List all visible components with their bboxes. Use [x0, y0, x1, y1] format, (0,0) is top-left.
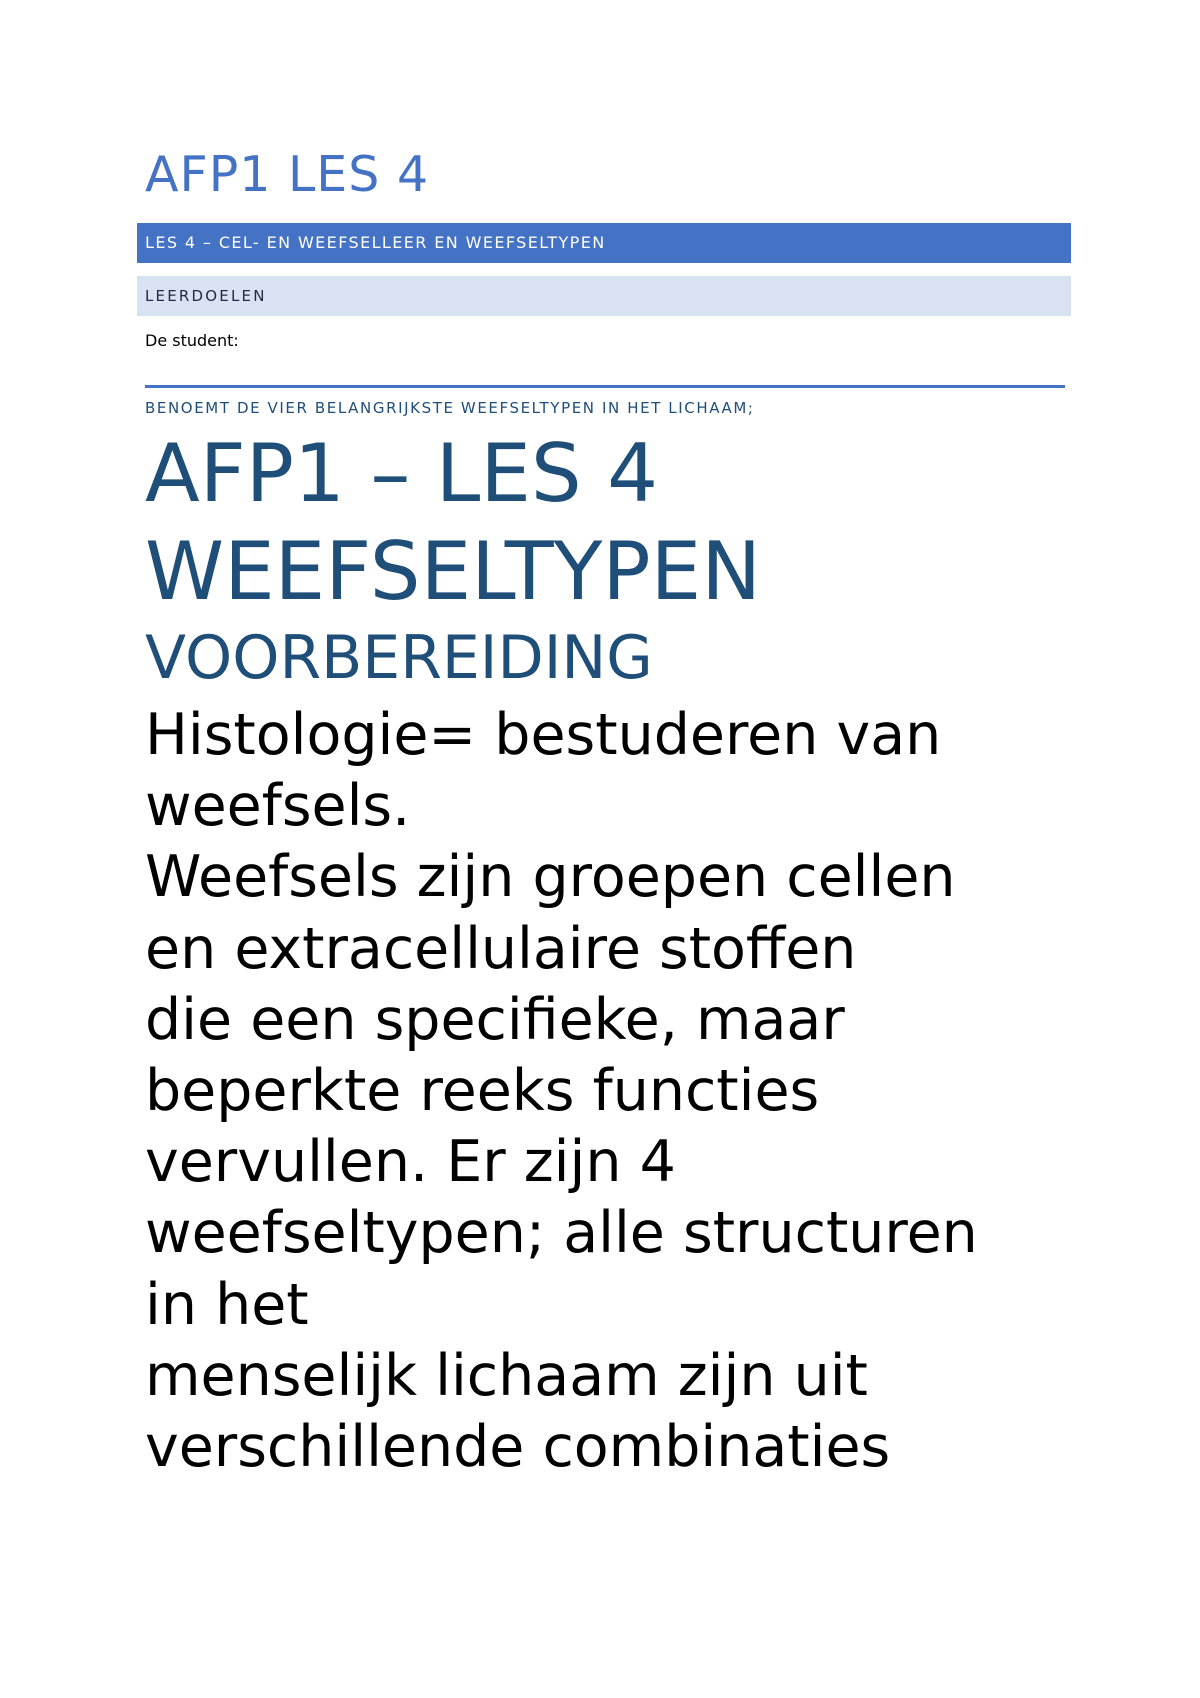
body-line: die een specifieke, maar — [145, 986, 845, 1053]
main-heading — [145, 425, 761, 621]
body-line: weefsels. — [145, 773, 411, 840]
body-line: in het — [145, 1271, 309, 1338]
learning-goal-item: BENOEMT DE VIER BELANGRIJKSTE WEEFSELTYPEN IN HET LICHAAM; — [145, 399, 755, 417]
body-paragraph — [145, 700, 978, 1483]
body-line: en extracellulaire stoffen — [145, 915, 857, 982]
body-line: Weefsels zijn groepen cellen — [145, 844, 956, 911]
body-line: weefseltypen; alle structuren — [145, 1200, 978, 1267]
main-heading-line: AFP1 – LES 4 — [145, 427, 658, 520]
learning-goals-label: LEERDOELEN — [145, 287, 267, 305]
lesson-title-text: LES 4 – CEL- EN WEEFSELLEER EN WEEFSELTYPEN — [145, 233, 606, 252]
section-subheading: VOORBEREIDING — [145, 623, 653, 693]
body-line: vervullen. Er zijn 4 — [145, 1129, 676, 1196]
lesson-title-bar — [137, 223, 1071, 263]
learning-goals-header — [137, 276, 1071, 316]
body-line: menselijk lichaam zijn uit — [145, 1342, 868, 1409]
document-title: AFP1 LES 4 — [145, 146, 430, 203]
body-line: verschillende combinaties — [145, 1414, 891, 1481]
student-intro: De student: — [145, 331, 239, 350]
body-line: beperkte reeks functies — [145, 1058, 820, 1125]
goal-divider — [145, 385, 1065, 388]
main-heading-line: WEEFSELTYPEN — [145, 525, 762, 618]
body-line: Histologie= bestuderen van — [145, 702, 942, 768]
